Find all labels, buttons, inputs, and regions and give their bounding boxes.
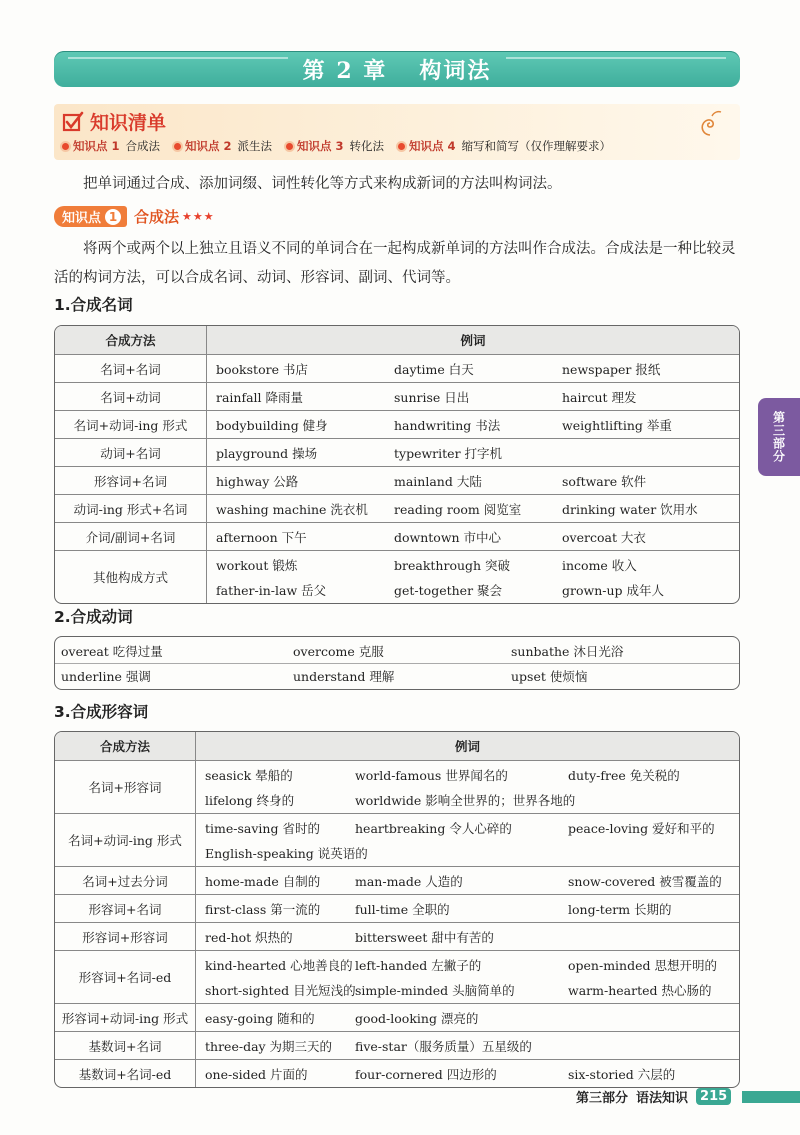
example-cell — [207, 551, 739, 603]
example-word: six-storied 六层的 — [568, 1066, 676, 1082]
footer-section: 语法知识 — [636, 1091, 689, 1106]
method-cell: 名词+过去分词 — [55, 867, 196, 895]
example-word: understand 理解 — [293, 669, 395, 684]
example-word: reading room 阅览室 — [394, 501, 522, 517]
table-row — [55, 383, 739, 411]
divider — [55, 663, 739, 664]
knowledge-item-3: 知识点 3 转化法 — [286, 138, 384, 154]
knowledge-item-2: 知识点 2 派生法 — [174, 138, 272, 154]
example-word: English-speaking 说英语的 — [205, 845, 368, 861]
example-word: overcoat 大衣 — [562, 529, 646, 545]
example-word: time-saving 省时的 — [205, 820, 320, 836]
example-word: father-in-law 岳父 — [216, 582, 327, 598]
method-cell: 形容词+形容词 — [55, 923, 196, 951]
table-row — [55, 467, 739, 495]
example-word: red-hot 炽热的 — [205, 929, 293, 945]
table-row — [55, 895, 739, 923]
example-word: income 收入 — [562, 557, 637, 573]
example-word: worldwide 影响全世界的；世界各地的 — [355, 792, 576, 808]
method-cell: 动词+名词 — [55, 439, 207, 467]
example-cell — [196, 1060, 739, 1087]
example-word: daytime 白天 — [394, 361, 474, 377]
example-word: seasick 晕船的 — [205, 767, 293, 783]
method-cell: 名词+动词-ing 形式 — [55, 814, 196, 867]
example-word: kind-hearted 心地善良的 — [205, 957, 353, 973]
example-word: lifelong 终身的 — [205, 792, 295, 808]
page-footer — [576, 1087, 731, 1106]
method-cell: 其他构成方式 — [55, 551, 207, 603]
example-word: handwriting 书法 — [394, 417, 501, 433]
compound-verbs-box — [54, 636, 740, 690]
example-cell — [207, 383, 739, 411]
example-word: washing machine 洗衣机 — [216, 501, 368, 517]
example-word: open-minded 思想开明的 — [568, 957, 717, 973]
knowledge-point-heading — [54, 206, 215, 227]
table-row — [55, 951, 739, 1004]
compound-nouns-table — [54, 325, 740, 604]
example-word: peace-loving 爱好和平的 — [568, 820, 715, 836]
bullet-icon — [174, 143, 181, 150]
knowledge-item-4: 知识点 4 缩写和简写（仅作理解要求） — [398, 138, 611, 154]
example-word: short-sighted 目光短浅的 — [205, 982, 356, 998]
example-word: underline 强调 — [61, 669, 151, 684]
table-row — [55, 814, 739, 867]
example-word: workout 锻炼 — [216, 557, 298, 573]
table-row — [55, 495, 739, 523]
example-word: highway 公路 — [216, 473, 299, 489]
bullet-icon — [398, 143, 405, 150]
example-word: mainland 大陆 — [394, 473, 482, 489]
method-cell: 介词/副词+名词 — [55, 523, 207, 551]
method-cell: 形容词+名词-ed — [55, 951, 196, 1004]
table-row — [55, 923, 739, 951]
example-word: grown-up 成年人 — [562, 582, 665, 598]
chapter-title: 构词法 — [419, 57, 492, 84]
example-cell — [196, 867, 739, 895]
side-section-tab[interactable]: 第三部分 — [758, 398, 800, 476]
example-cell — [196, 1004, 739, 1032]
example-cell — [207, 411, 739, 439]
example-word: software 软件 — [562, 473, 647, 489]
swirl-decoration-icon — [696, 108, 724, 138]
example-word: bittersweet 甜中有苦的 — [355, 929, 494, 945]
intro-paragraph: 把单词通过合成、添加词缀、词性转化等方式来构成新词的方法叫构词法。 — [83, 176, 562, 192]
example-word: weightlifting 举重 — [562, 417, 672, 433]
example-word: left-handed 左撇子的 — [355, 957, 482, 973]
method-cell: 名词+动词-ing 形式 — [55, 411, 207, 439]
method-cell: 动词-ing 形式+名词 — [55, 495, 207, 523]
knowledge-list-box — [54, 104, 740, 160]
example-word: world-famous 世界闻名的 — [355, 767, 508, 783]
example-word: haircut 理发 — [562, 389, 637, 405]
example-word: playground 操场 — [216, 445, 318, 461]
method-cell: 形容词+名词 — [55, 895, 196, 923]
example-word: duty-free 免关税的 — [568, 767, 680, 783]
method-cell: 名词+形容词 — [55, 761, 196, 814]
example-word: first-class 第一流的 — [205, 901, 321, 917]
kp1-paragraph: 将两个或两个以上独立且语义不同的单词合在一起构成新单词的方法叫作合成法。合成法是一种比较灵活的构词方法，可以合成名词、动词、形容词、副词、代词等。 — [54, 241, 736, 286]
table-row — [55, 867, 739, 895]
example-word: drinking water 饮用水 — [562, 501, 698, 517]
footer-bar — [742, 1091, 800, 1103]
example-word: bodybuilding 健身 — [216, 417, 328, 433]
page-number: 215 — [696, 1088, 731, 1105]
example-cell — [196, 761, 739, 814]
table-row — [55, 355, 739, 383]
compound-adjectives-table — [54, 731, 740, 1088]
knowledge-list-title: 知识清单 — [62, 108, 166, 135]
table-row — [55, 551, 739, 603]
example-word: overeat 吃得过量 — [61, 644, 163, 659]
example-word: breakthrough 突破 — [394, 557, 511, 573]
example-word: five-star（服务质量）五星级的 — [355, 1038, 532, 1054]
bullet-icon — [62, 143, 69, 150]
example-cell — [196, 895, 739, 923]
knowledge-point-tag: 知识点 1 — [54, 206, 127, 227]
example-word: three-day 为期三天的 — [205, 1038, 333, 1054]
example-word: rainfall 降雨量 — [216, 389, 304, 405]
column-header: 合成方法 — [55, 326, 207, 355]
section-title-compound-nouns: 1.合成名词 — [54, 296, 133, 314]
example-word: simple-minded 头脑简单的 — [355, 982, 515, 998]
example-word: bookstore 书店 — [216, 361, 308, 377]
knowledge-list-items — [62, 138, 611, 154]
example-cell — [196, 1032, 739, 1060]
example-cell — [207, 495, 739, 523]
example-word: downtown 市中心 — [394, 529, 502, 545]
example-word: full-time 全职的 — [355, 901, 450, 917]
example-word: overcome 克服 — [293, 644, 384, 659]
footer-part: 第三部分 — [576, 1091, 629, 1106]
checkbox-icon — [62, 111, 84, 133]
example-word: four-cornered 四边形的 — [355, 1066, 497, 1082]
table-row — [55, 1004, 739, 1032]
table-header-row — [55, 326, 739, 355]
table-header-row — [55, 732, 739, 761]
example-cell — [207, 355, 739, 383]
knowledge-item-1: 知识点 1 合成法 — [62, 138, 160, 154]
table-row — [55, 523, 739, 551]
method-cell: 名词+动词 — [55, 383, 207, 411]
table-row — [55, 1060, 739, 1087]
table-row — [55, 761, 739, 814]
example-word: sunrise 日出 — [394, 389, 470, 405]
example-word: newspaper 报纸 — [562, 361, 661, 377]
method-cell: 形容词+名词 — [55, 467, 207, 495]
table-row — [55, 411, 739, 439]
method-cell: 形容词+动词-ing 形式 — [55, 1004, 196, 1032]
example-cell — [196, 814, 739, 867]
section-title-compound-adjectives: 3.合成形容词 — [54, 703, 149, 721]
example-word: one-sided 片面的 — [205, 1066, 308, 1082]
example-word: get-together 聚会 — [394, 582, 503, 598]
bullet-icon — [286, 143, 293, 150]
example-word: sunbathe 沐日光浴 — [511, 644, 624, 659]
example-word: man-made 人造的 — [355, 873, 463, 889]
example-cell — [196, 923, 739, 951]
knowledge-point-number: 1 — [105, 209, 121, 225]
example-word: heartbreaking 令人心碎的 — [355, 820, 512, 836]
example-word: typewriter 打字机 — [394, 445, 503, 461]
chapter-label: 第 2 章 — [302, 57, 388, 84]
example-word: upset 使烦恼 — [511, 669, 588, 684]
example-word: afternoon 下午 — [216, 529, 307, 545]
table-row — [55, 439, 739, 467]
example-word: good-looking 漂亮的 — [355, 1010, 479, 1026]
example-word: long-term 长期的 — [568, 901, 672, 917]
example-word: snow-covered 被雪覆盖的 — [568, 873, 722, 889]
knowledge-point-title: 合成法 — [134, 208, 180, 226]
example-word: warm-hearted 热心肠的 — [568, 982, 712, 998]
column-header: 合成方法 — [55, 732, 196, 761]
example-cell — [196, 951, 739, 1004]
section-title-compound-verbs: 2.合成动词 — [54, 608, 133, 626]
column-header: 例词 — [207, 326, 739, 355]
method-cell: 基数词+名词-ed — [55, 1060, 196, 1087]
star-rating-icon: ★★★ — [182, 210, 215, 223]
example-cell — [207, 523, 739, 551]
chapter-banner — [54, 51, 740, 87]
table-row — [55, 1032, 739, 1060]
example-word: easy-going 随和的 — [205, 1010, 315, 1026]
example-cell — [207, 467, 739, 495]
example-word: home-made 自制的 — [205, 873, 321, 889]
method-cell: 基数词+名词 — [55, 1032, 196, 1060]
column-header: 例词 — [196, 732, 739, 761]
example-cell — [207, 439, 739, 467]
method-cell: 名词+名词 — [55, 355, 207, 383]
